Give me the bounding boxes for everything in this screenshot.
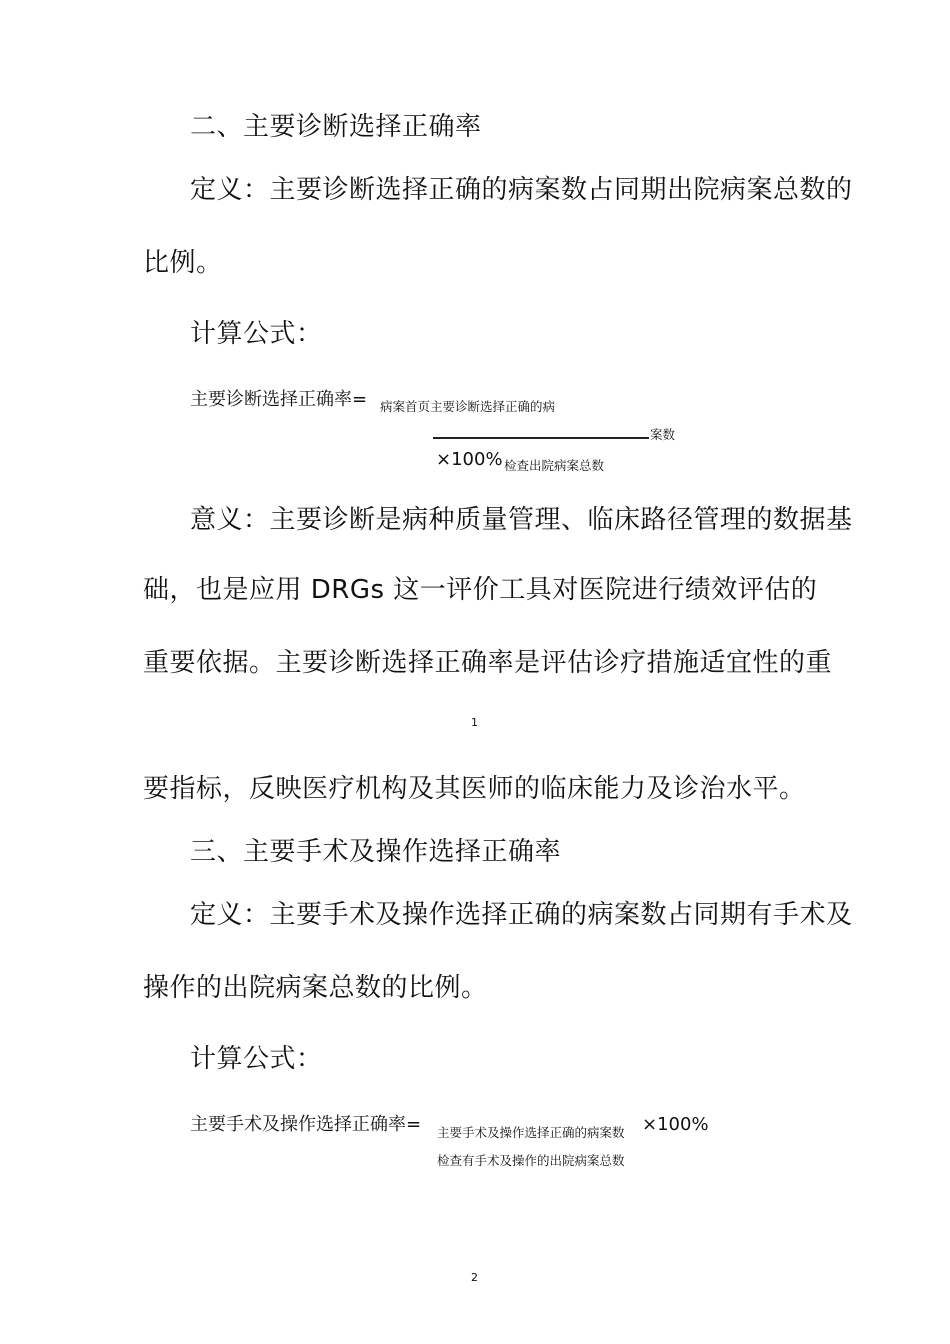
significance-line-3: 重要依据。主要诊断选择正确率是评估诊疗措施适宜性的重 <box>143 648 833 678</box>
formula-numerator-tail: 案数 <box>650 427 676 442</box>
definition-line-2: 比例。 <box>143 248 223 278</box>
section-heading-2: 二、主要诊断选择正确率 <box>190 112 482 142</box>
formula-denominator-p2: 检查有手术及操作的出院病案总数 <box>437 1153 625 1168</box>
significance-line-1: 意义：主要诊断是病种质量管理、临床路径管理的数据基 <box>190 505 853 535</box>
definition-line-1: 定义：主要诊断选择正确的病案数占同期出院病案总数的 <box>190 175 853 205</box>
formula-lhs-p2: 主要手术及操作选择正确率= <box>190 1114 422 1135</box>
formula-times-100: ×100% <box>436 449 503 470</box>
page-number-1: 1 <box>471 716 478 729</box>
formula-times-100-p2: ×100% <box>642 1114 709 1135</box>
formula-label-p2: 计算公式： <box>190 1044 323 1074</box>
page-number-2: 2 <box>471 1271 478 1284</box>
formula-lhs: 主要诊断选择正确率= <box>190 389 368 410</box>
formula-label: 计算公式： <box>190 319 323 349</box>
formula-numerator: 病案首页主要诊断选择正确的病 <box>380 399 556 414</box>
significance-line-2: 础，也是应用 DRGs 这一评价工具对医院进行绩效评估的 <box>143 575 818 605</box>
formula-denominator: 检查出院病案总数 <box>504 458 605 473</box>
formula-numerator-p2: 主要手术及操作选择正确的病案数 <box>437 1125 625 1140</box>
section-heading-3: 三、主要手术及操作选择正确率 <box>190 837 562 867</box>
definition-line-1-p2: 定义：主要手术及操作选择正确的病案数占同期有手术及 <box>190 900 853 930</box>
fraction-bar <box>433 437 649 439</box>
definition-line-2-p2: 操作的出院病案总数的比例。 <box>143 973 488 1003</box>
continuation-line: 要指标，反映医疗机构及其医师的临床能力及诊治水平。 <box>143 774 806 804</box>
